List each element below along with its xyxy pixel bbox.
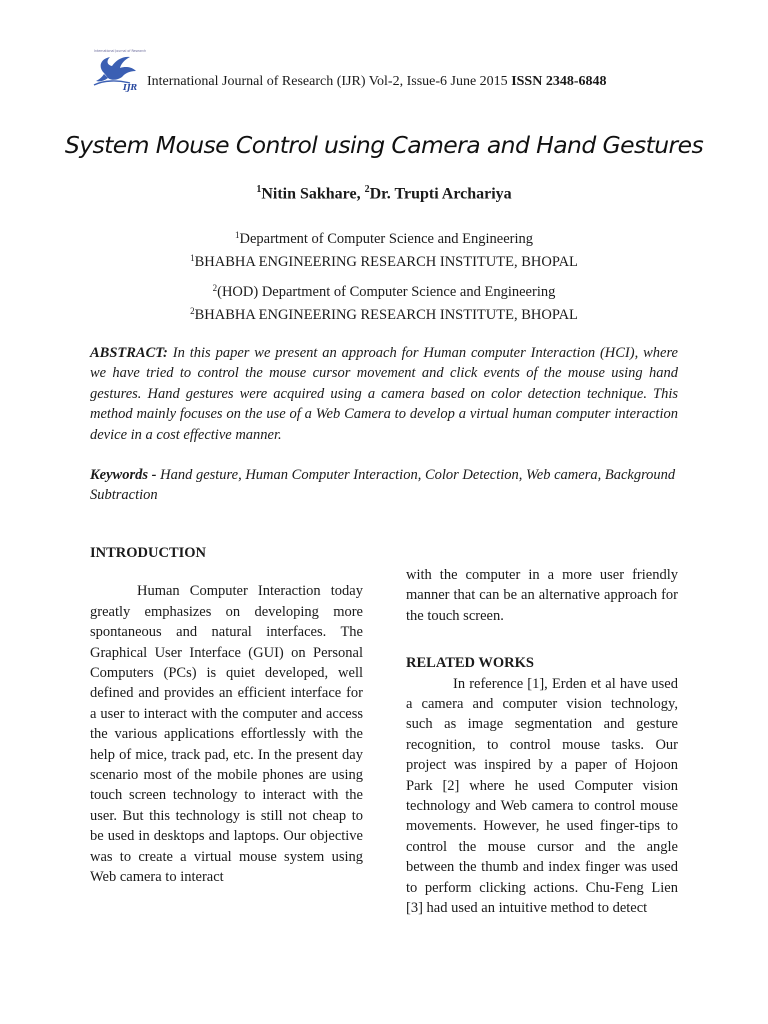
affiliation-1-inst: BHABHA ENGINEERING RESEARCH INSTITUTE, BHOPAL <box>194 254 578 270</box>
affiliation-2: $^2$(HOD) Department of Computer Science and Engineering $^2$BHABHA ENGINEERING RESEARCH INSTITUTE, BHOPAL <box>190 283 578 323</box>
abstract <box>90 343 678 445</box>
abstract-label: ABSTRACT: <box>90 345 168 361</box>
left-column <box>90 543 363 888</box>
related-works-paragraph: In reference [1], Erden et al have used a camera and computer vision technology, such as image segmentation and gesture recognition, to control mouse tasks. Our project was inspired by a paper of Hojoon Park [2] where he used Computer vision technology and Web camera to control mouse movements. However, he used finger-tips to control the mouse cursor and the angle between the thumb and index finger was used to perform clicking actions. Chu-Feng Lien [3] had used an intuitive method to detect <box>406 675 678 917</box>
keywords-label: Keywords - <box>90 467 157 483</box>
right-column <box>406 565 678 919</box>
paper-title: System Mouse Control using Camera and Hand Gestures <box>64 131 704 159</box>
introduction-paragraph-continued: with the computer in a more user friendly manner that can be an alternative approach for the touch screen. <box>406 567 678 624</box>
ijr-logo-icon <box>90 47 146 93</box>
introduction-paragraph: Human Computer Interaction today greatly emphasizes on developing more spontaneous and natural interfaces. The Graphical User Interface (GUI) on Personal Computers (PCs) is quiet developed, well defined and provides an efficient interface for a user to interact with the computer and access the various applications effortlessly with the help of mice, track pad, etc. In the present day scenario most of the mobile phones are using touch screen technology to interact with the user. But this technology is still not cheap to be used in desktops and laptops. Our objective was to create a virtual mouse system using Web camera to interact <box>90 583 363 886</box>
affiliation-1-dept: Department of Computer Science and Engineering <box>239 231 534 247</box>
journal-citation <box>147 74 606 90</box>
issn: ISSN 2348-6848 <box>511 74 607 89</box>
author-line <box>0 184 768 203</box>
keywords <box>90 465 678 506</box>
author-1-marker: 1 <box>256 184 262 195</box>
svg-text:IJR: IJR <box>123 82 138 92</box>
journal-name: International Journal of Research (IJR) Vol-2, Issue-6 June 2015 <box>147 74 512 89</box>
affiliation-1: $^1$Department of Computer Science and Engineering $^1$BHABHA ENGINEERING RESEARCH INSTITUTE, BHOPAL <box>190 230 578 270</box>
journal-header <box>90 47 690 97</box>
related-works-heading: RELATED WORKS <box>406 655 534 672</box>
keywords-text: Hand gesture, Human Computer Interaction, Color Detection, Web camera, Background Subtraction <box>90 467 676 504</box>
affiliation-2-inst: BHABHA ENGINEERING RESEARCH INSTITUTE, BHOPAL <box>194 307 578 323</box>
abstract-text: In this paper we present an approach for Human computer Interaction (HCI), where we have tried to control the mouse cursor movement and click events of the mouse using hand gestures. Hand gestures were acquired using a camera based on color detection technique. This method mainly focuses on the use of a Web Camera to develop a virtual human computer interaction device in a cost effective manner. <box>90 345 678 443</box>
introduction-heading: INTRODUCTION <box>90 545 207 561</box>
author-2: Dr. Trupti Archariya <box>369 185 512 203</box>
author-2-marker: 2 <box>364 184 370 195</box>
affiliation-2-dept: (HOD) Department of Computer Science and Engineering <box>217 284 556 300</box>
svg-text:International Journal of Resea: International Journal of Research <box>94 49 146 53</box>
author-1: Nitin Sakhare, <box>261 185 365 203</box>
